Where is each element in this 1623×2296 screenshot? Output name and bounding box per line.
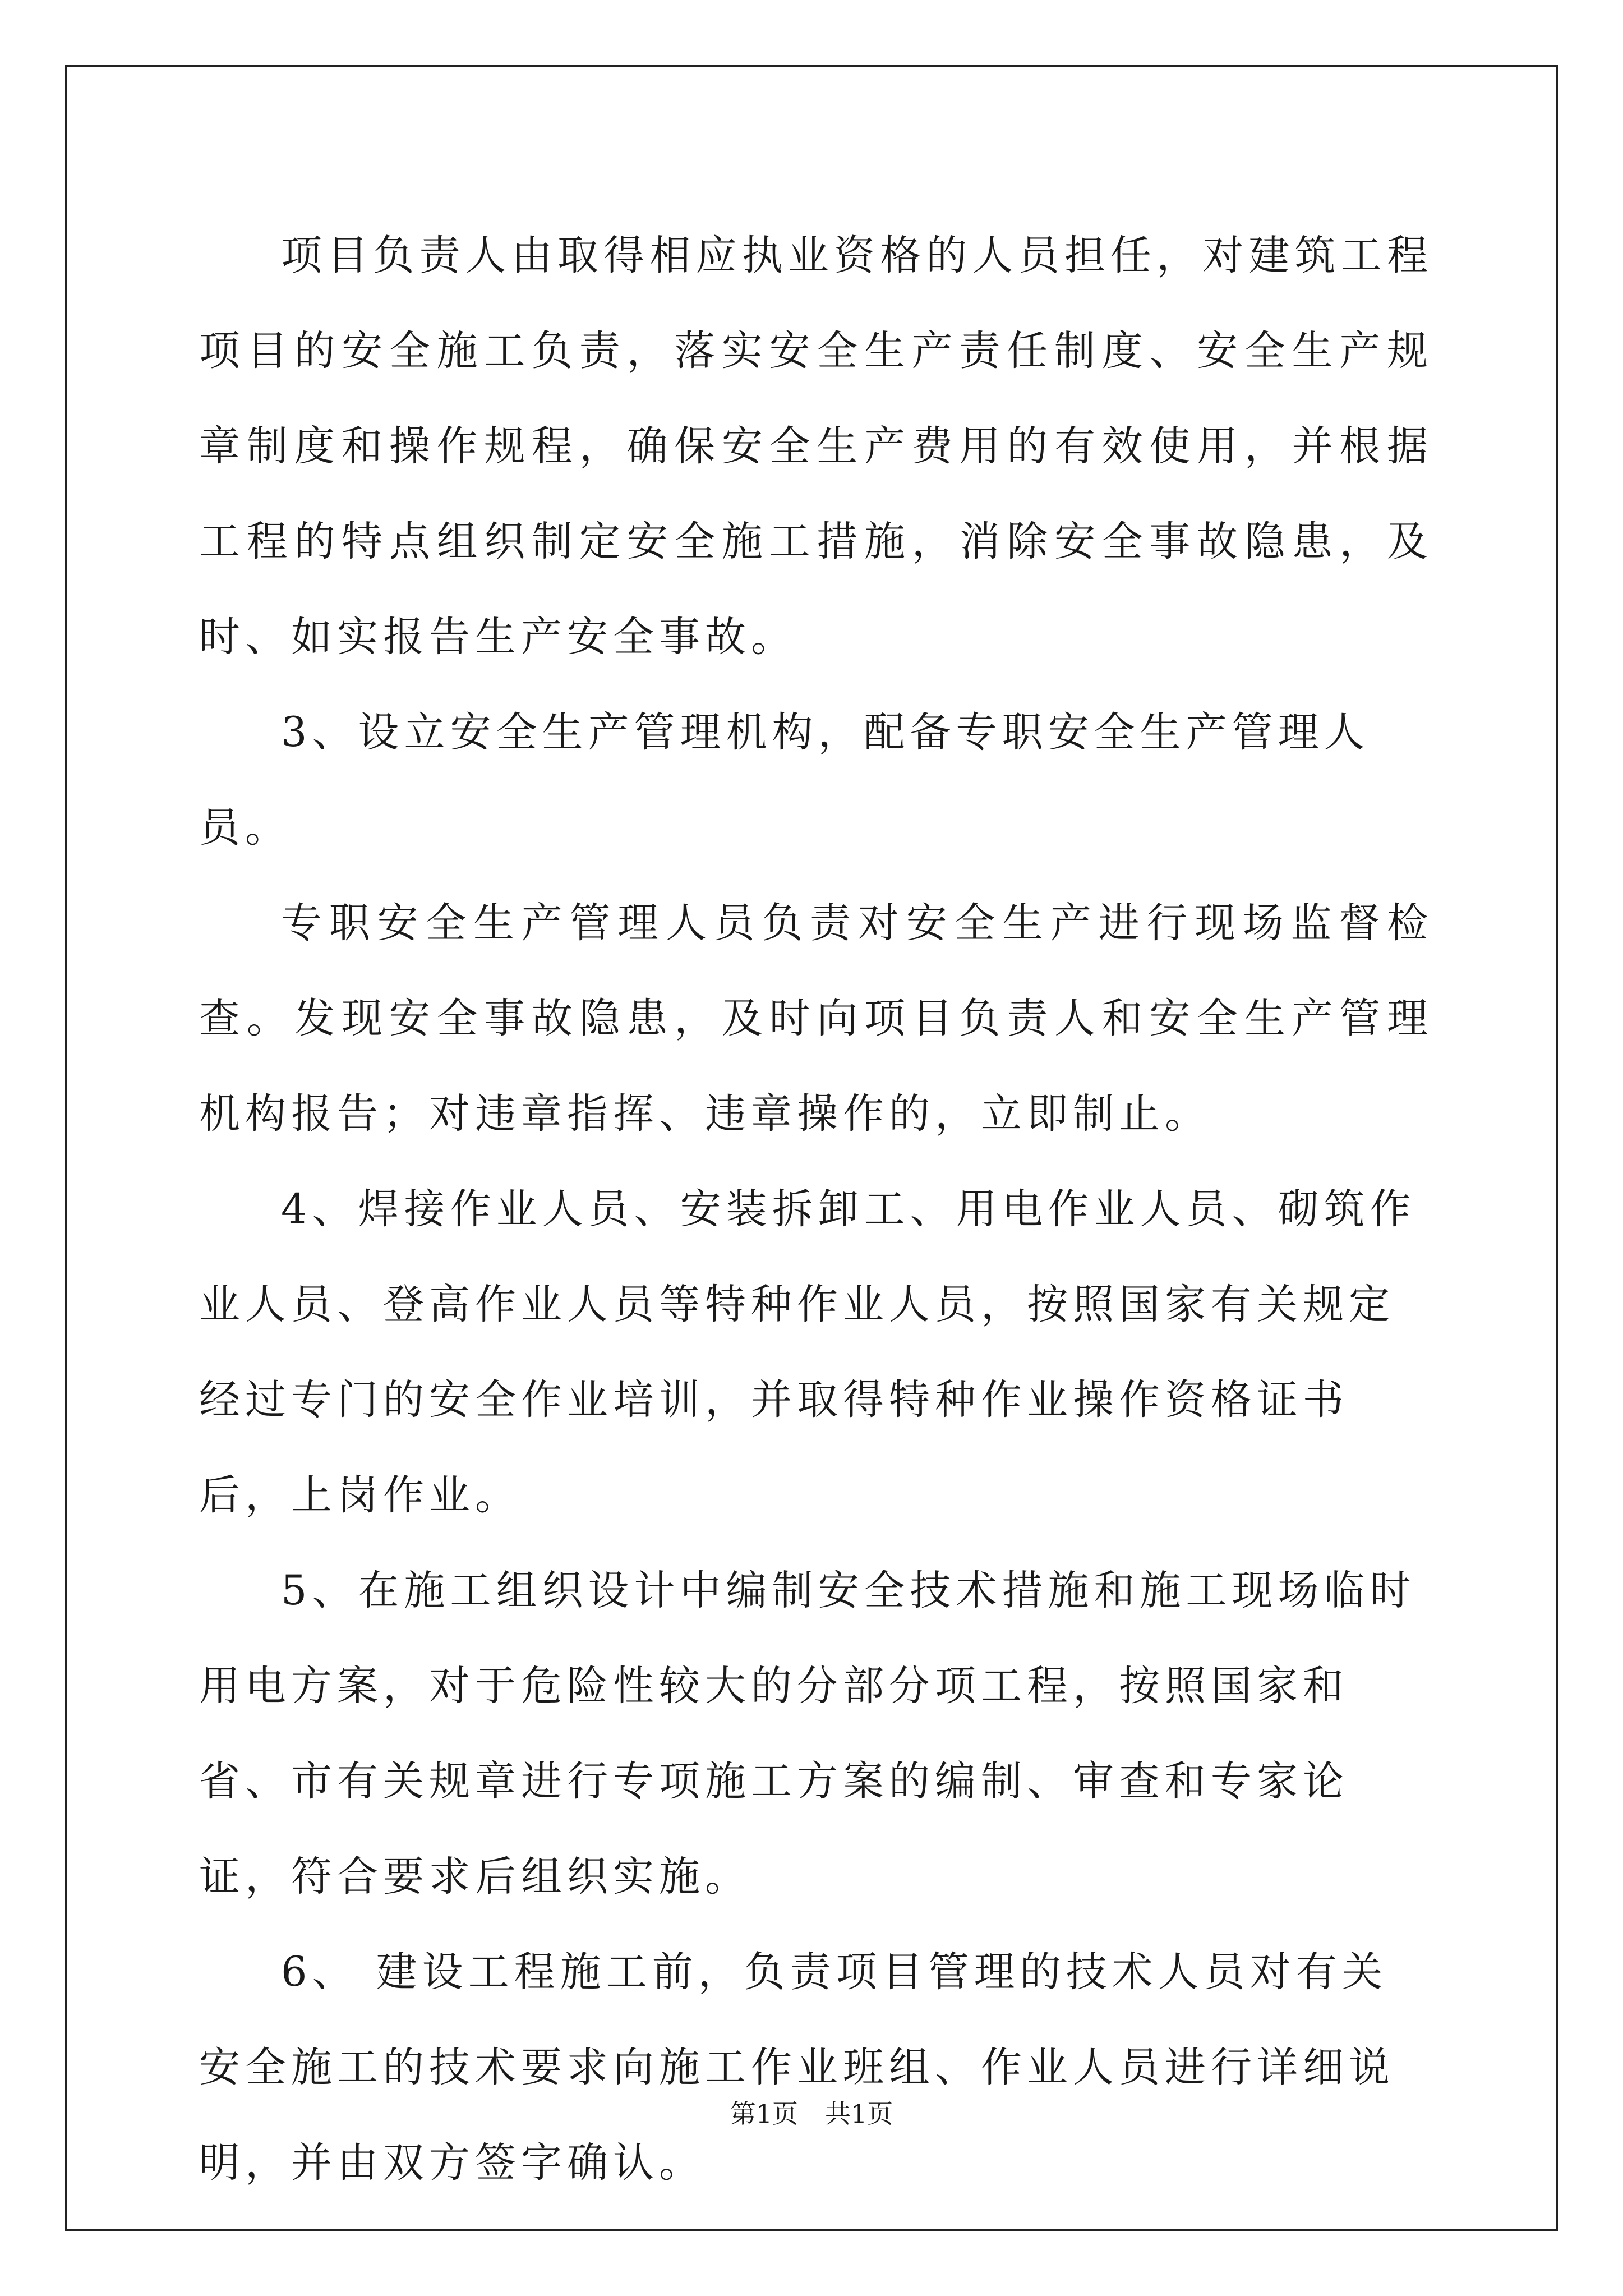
paragraph-item-6: 6、 建设工程施工前，负责项目管理的技术人员对有关安全施工的技术要求向施工作业班组、作业人员进行详细说明，并由双方签字确认。 xyxy=(199,1948,1395,2187)
page-total: 共1页 xyxy=(825,2099,893,2129)
page-footer xyxy=(0,2097,1623,2131)
document-body xyxy=(199,208,1433,2211)
paragraph-project-manager: 项目负责人由取得相应执业资格的人员担任，对建筑工程项目的安全施工负责，落实安全生产责任制度、安全生产规章制度和操作规程，确保安全生产费用的有效使用，并根据工程的特点组织制定安全施工措施，消除安全事故隐患，及时、如实报告生产安全事故。 xyxy=(199,232,1433,661)
paragraph-safety-supervisor: 专职安全生产管理人员负责对安全生产进行现场监督检查。发现安全事故隐患，及时向项目负责人和安全生产管理机构报告；对违章指挥、违章操作的，立即制止。 xyxy=(199,899,1433,1138)
paragraph-item-3: 3、设立安全生产管理机构，配备专职安全生产管理人员。 xyxy=(199,708,1370,852)
page-number: 第1页 xyxy=(730,2099,798,2129)
paragraph-item-5: 5、在施工组织设计中编制安全技术措施和施工现场临时用电方案，对于危险性较大的分部分项工程，按照国家和省、市有关规章进行专项施工方案的编制、审查和专家论证，符合要求后组织实施。 xyxy=(199,1567,1416,1901)
paragraph-item-4: 4、焊接作业人员、安装拆卸工、用电作业人员、砌筑作业人员、登高作业人员等特种作业人员，按照国家有关规定经过专门的安全作业培训，并取得特种作业操作资格证书后，上岗作业。 xyxy=(199,1185,1416,1519)
